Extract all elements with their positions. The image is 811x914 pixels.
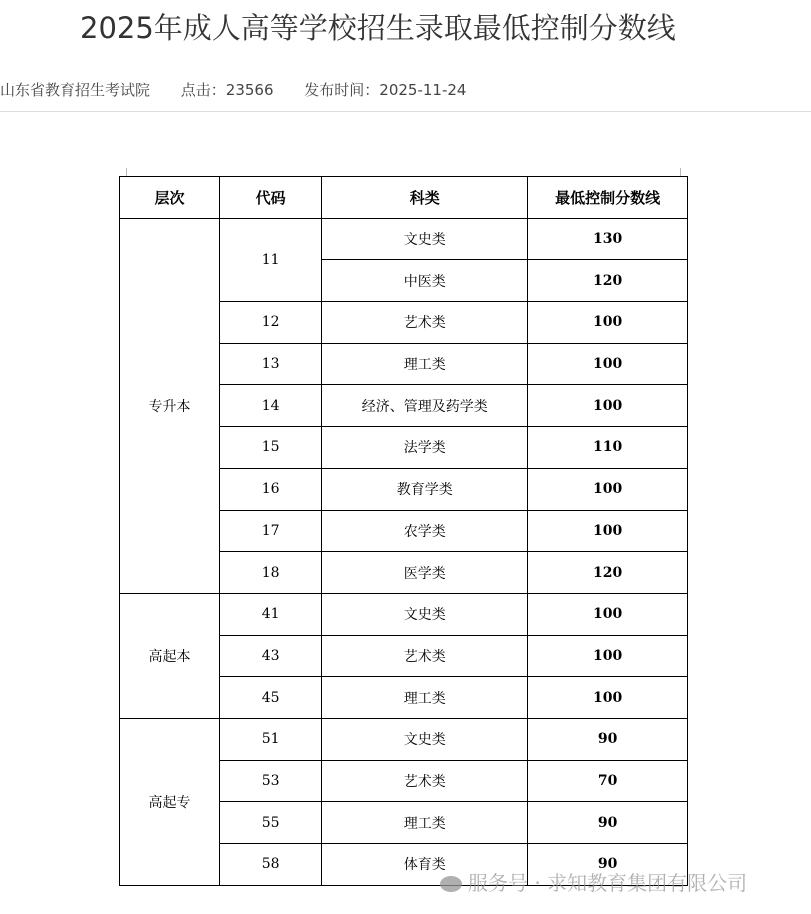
score-cell: 120	[528, 552, 688, 594]
level-cell: 专升本	[120, 218, 220, 593]
subject-cell: 文史类	[322, 593, 528, 635]
subject-cell: 法学类	[322, 427, 528, 469]
table-margin-mark	[680, 168, 681, 176]
code-cell: 12	[220, 302, 322, 344]
subject-cell: 文史类	[322, 218, 528, 260]
wechat-icon	[440, 876, 462, 892]
code-cell: 18	[220, 552, 322, 594]
code-cell: 55	[220, 802, 322, 844]
column-header: 最低控制分数线	[528, 177, 688, 219]
subject-cell: 理工类	[322, 677, 528, 719]
score-cell: 100	[528, 593, 688, 635]
source: 山东省教育招生考试院	[0, 81, 151, 99]
score-cell: 100	[528, 510, 688, 552]
subject-cell: 经济、管理及药学类	[322, 385, 528, 427]
article-meta	[0, 79, 492, 100]
table-row	[120, 593, 688, 635]
subject-cell: 体育类	[322, 844, 528, 886]
score-cell: 90	[528, 718, 688, 760]
subject-cell: 艺术类	[322, 635, 528, 677]
code-cell: 13	[220, 343, 322, 385]
code-cell: 58	[220, 844, 322, 886]
level-cell: 高起本	[120, 593, 220, 718]
subject-cell: 理工类	[322, 802, 528, 844]
code-cell: 11	[220, 218, 322, 301]
page-title: 2025年成人高等学校招生录取最低控制分数线	[80, 11, 676, 45]
code-cell: 53	[220, 760, 322, 802]
column-header: 科类	[322, 177, 528, 219]
code-cell: 17	[220, 510, 322, 552]
watermark	[440, 867, 747, 896]
column-header: 代码	[220, 177, 322, 219]
click-count: 点击：23566	[180, 81, 274, 99]
score-cell: 70	[528, 760, 688, 802]
divider	[0, 111, 811, 112]
subject-cell: 艺术类	[322, 760, 528, 802]
code-cell: 45	[220, 677, 322, 719]
level-cell: 高起专	[120, 718, 220, 885]
subject-cell: 教育学类	[322, 468, 528, 510]
score-cell: 110	[528, 427, 688, 469]
column-header: 层次	[120, 177, 220, 219]
score-cell: 90	[528, 844, 688, 886]
score-cell: 130	[528, 218, 688, 260]
score-table	[119, 176, 688, 886]
table-row	[120, 718, 688, 760]
subject-cell: 艺术类	[322, 302, 528, 344]
score-cell: 100	[528, 677, 688, 719]
score-cell: 100	[528, 385, 688, 427]
code-cell: 43	[220, 635, 322, 677]
subject-cell: 农学类	[322, 510, 528, 552]
subject-cell: 医学类	[322, 552, 528, 594]
code-cell: 41	[220, 593, 322, 635]
score-cell: 100	[528, 635, 688, 677]
code-cell: 51	[220, 718, 322, 760]
table-row	[120, 218, 688, 260]
subject-cell: 中医类	[322, 260, 528, 302]
table-margin-mark	[126, 168, 127, 176]
code-cell: 16	[220, 468, 322, 510]
subject-cell: 理工类	[322, 343, 528, 385]
subject-cell: 文史类	[322, 718, 528, 760]
code-cell: 14	[220, 385, 322, 427]
publish-date: 发布时间：2025-11-24	[304, 81, 467, 99]
score-cell: 100	[528, 468, 688, 510]
score-cell: 90	[528, 802, 688, 844]
score-cell: 120	[528, 260, 688, 302]
watermark-text: 服务号 · 求知教育集团有限公司	[468, 871, 748, 895]
score-cell: 100	[528, 343, 688, 385]
code-cell: 15	[220, 427, 322, 469]
score-cell: 100	[528, 302, 688, 344]
